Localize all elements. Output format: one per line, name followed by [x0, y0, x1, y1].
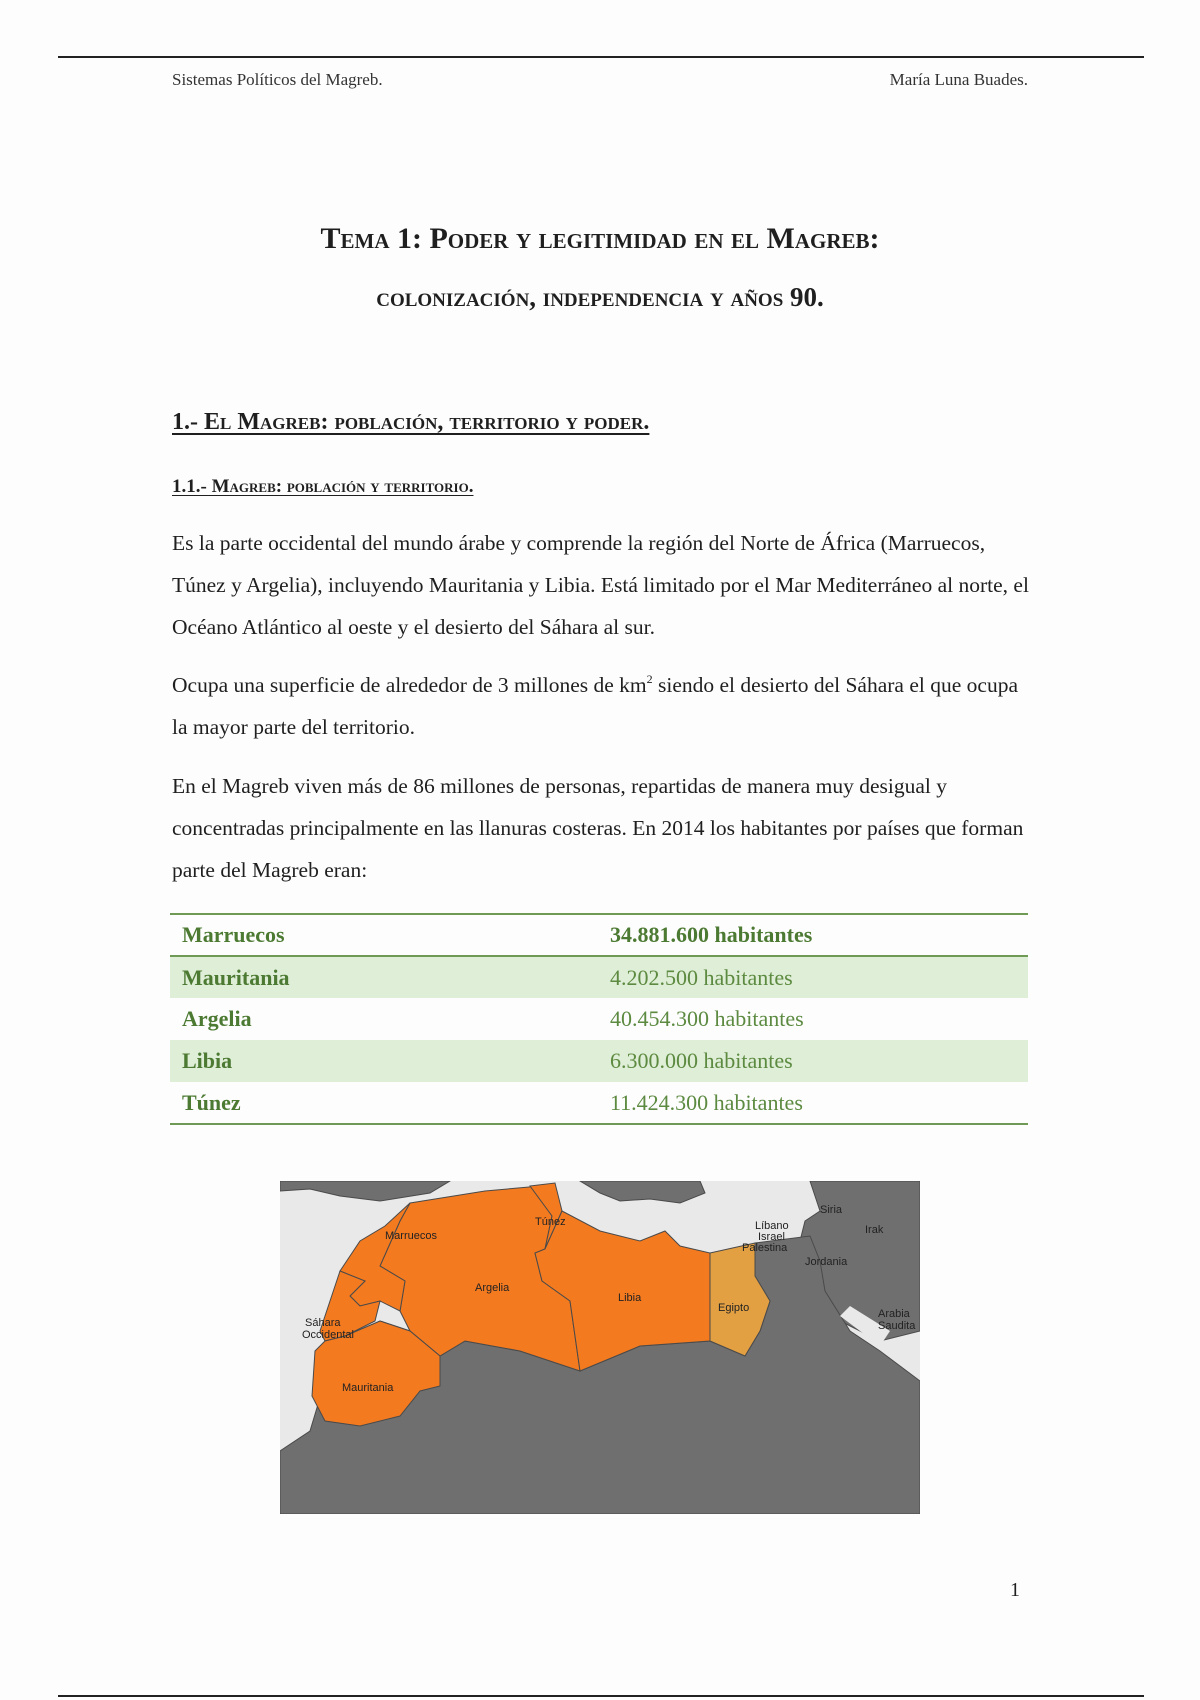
maghreb-map [280, 1181, 920, 1514]
title-line-1: Tema 1: Poder y legitimidad en el Magreb: [320, 222, 880, 255]
map-label-argelia: Argelia [475, 1282, 510, 1294]
table-row [170, 998, 1028, 1040]
population-cell: 11.424.300 habitantes [610, 1089, 803, 1115]
header-author: María Luna Buades. [889, 70, 1028, 89]
map-label-egipto: Egipto [718, 1302, 750, 1314]
map-label-arabia-2: Saudita [878, 1320, 916, 1332]
table-row [170, 1040, 1028, 1082]
footer-rule [58, 1695, 1144, 1697]
map-label-jordania: Jordania [805, 1256, 848, 1268]
map-label-tunez: Túnez [535, 1216, 566, 1228]
header-rule [58, 56, 1144, 58]
section-heading: 1.- El Magreb: población, territorio y poder. [172, 409, 650, 435]
maghreb-map-svg [280, 1181, 920, 1514]
paragraph-region: Es la parte occidental del mundo árabe y comprende la región del Norte de África (Marruecos, Túnez y Argelia), incluyendo Mauritania y Libia. Está limitado por el Mar Mediterráneo al norte, el Océano Atlántico al oeste y el desierto del Sáhara al sur. [172, 531, 1029, 639]
map-label-marruecos: Marruecos [385, 1230, 437, 1242]
paragraph-population: En el Magreb viven más de 86 millones de personas, repartidas de manera muy desigual y concentradas principalmente en las llanuras costeras. En 2014 los habitantes por países que forman parte del Magreb eran: [172, 774, 1024, 882]
map-label-arabia-1: Arabia [878, 1308, 910, 1320]
header-course-title: Sistemas Políticos del Magreb. [172, 70, 383, 89]
map-label-libano: Líbano [755, 1220, 789, 1232]
population-cell: 4.202.500 habitantes [598, 956, 1028, 998]
map-label-sahara-2: Occidental [302, 1329, 354, 1341]
country-cell: Argelia [182, 1006, 252, 1031]
map-label-israel: Israel [758, 1231, 785, 1243]
map-label-palestina: Palestina [742, 1242, 788, 1254]
subsection-heading: 1.1.- Magreb: población y territorio. [172, 476, 474, 497]
paragraph-area-text: Ocupa una superficie de alrededor de 3 millones de km [172, 673, 647, 697]
title-line-2: colonización, independencia y años 90. [376, 282, 824, 312]
population-table [170, 913, 1028, 1125]
country-cell: Túnez [182, 1089, 241, 1115]
paragraph-area-text-end: siendo el desierto del Sáhara el que ocupa la mayor parte del territorio. [172, 673, 1018, 739]
map-label-sahara-1: Sáhara [305, 1317, 341, 1329]
superscript-two: 2 [646, 672, 653, 686]
page-number: 1 [1010, 1579, 1020, 1601]
population-cell: 40.454.300 habitantes [610, 1006, 804, 1031]
document-title [172, 210, 1028, 326]
map-label-mauritania: Mauritania [342, 1382, 394, 1394]
population-cell: 34.881.600 habitantes [610, 922, 813, 947]
map-label-irak: Irak [865, 1224, 884, 1236]
table-row [170, 956, 1028, 998]
paragraph-area [172, 664, 1032, 748]
map-label-siria: Siria [820, 1204, 843, 1216]
map-label-libia: Libia [618, 1292, 642, 1304]
population-cell: 6.300.000 habitantes [598, 1040, 1028, 1082]
table-row [170, 1082, 1028, 1124]
country-cell: Mauritania [170, 956, 598, 998]
country-cell: Libia [170, 1040, 598, 1082]
table-row [170, 914, 1028, 956]
country-cell: Marruecos [182, 922, 285, 947]
